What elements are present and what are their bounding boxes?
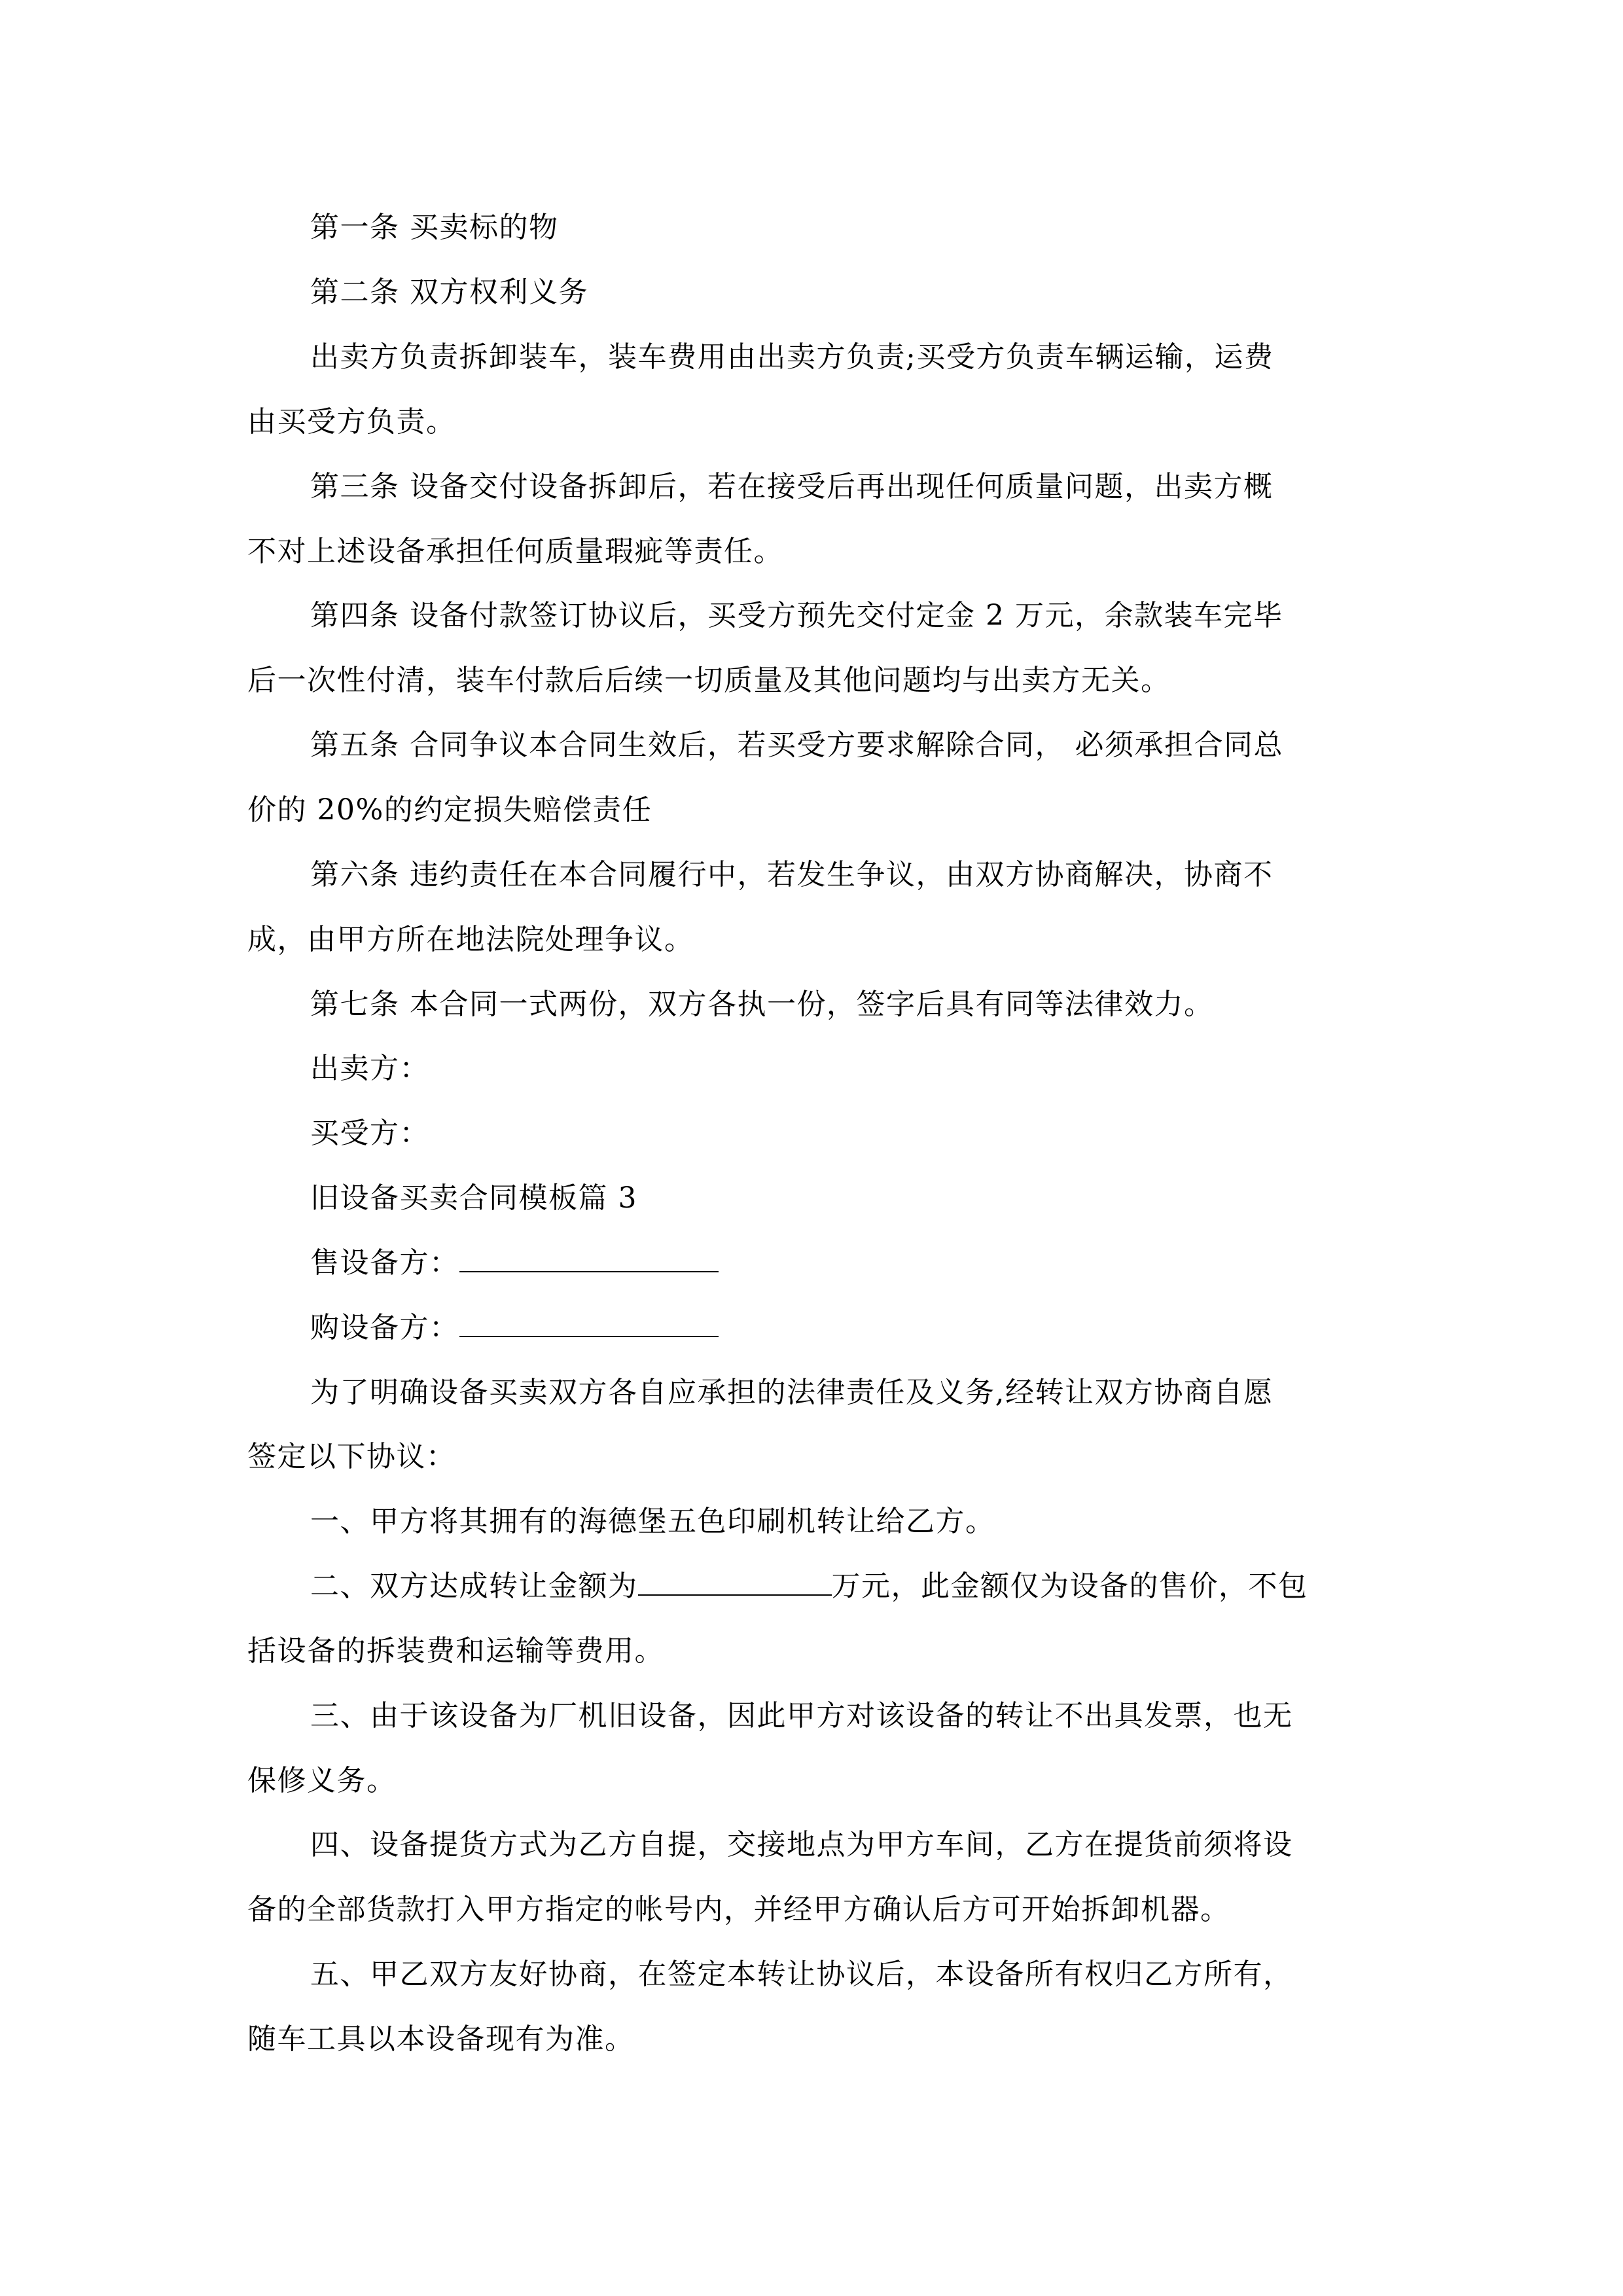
clause-4-line: 四、设备提货方式为乙方自提，交接地点为甲方车间，乙方在提货前须将设	[310, 1828, 1293, 1861]
seller-field-label: 售设备方：	[310, 1246, 459, 1280]
clause-2-text-before: 二、双方达成转让金额为	[310, 1570, 638, 1603]
paragraph-line: 由买受方负责。	[247, 405, 456, 439]
seller-signature-label: 出卖方：	[310, 1052, 429, 1085]
paragraph-line: 成，由甲方所在地法院处理争议。	[247, 923, 694, 956]
seller-blank-line	[459, 1244, 719, 1272]
paragraph-line: 备的全部货款打入甲方指定的帐号内，并经甲方确认后方可开始拆卸机器。	[247, 1893, 1230, 1926]
paragraph-line: 价的 20%的约定损失赔偿责任	[247, 793, 652, 827]
clause-2-text-after: 万元，此金额仅为设备的售价，不包	[831, 1570, 1308, 1603]
clause-5-line: 五、甲乙双方友好协商，在签定本转让协议后，本设备所有权归乙方所有，	[310, 1958, 1293, 1991]
buyer-field-label: 购设备方：	[310, 1311, 459, 1344]
paragraph-line: 不对上述设备承担任何质量瑕疵等责任。	[247, 535, 783, 568]
clause-3-line: 三、由于该设备为厂机旧设备，因此甲方对该设备的转让不出具发票，也无	[310, 1699, 1293, 1732]
article-7-line: 第七条 本合同一式两份，双方各执一份，签字后具有同等法律效力。	[310, 988, 1214, 1021]
article-4-line: 第四条 设备付款签订协议后，买受方预先交付定金 2 万元，余款装车完毕	[310, 599, 1283, 632]
article-2-heading: 第二条 双方权利义务	[310, 276, 588, 309]
buyer-signature-label: 买受方：	[310, 1117, 429, 1150]
paragraph-line: 保修义务。	[247, 1764, 397, 1797]
paragraph-line: 出卖方负责拆卸装车，装车费用由出卖方负责;买受方负责车辆运输，运费	[310, 340, 1274, 374]
paragraph-line: 签定以下协议：	[247, 1440, 456, 1473]
clause-2-line	[310, 1567, 1308, 1606]
paragraph-line: 括设备的拆装费和运输等费用。	[247, 1634, 664, 1668]
article-5-line: 第五条 合同争议本合同生效后，若买受方要求解除合同， 必须承担合同总	[310, 728, 1283, 762]
article-1-heading: 第一条 买卖标的物	[310, 211, 559, 244]
paragraph-line: 后一次性付清，装车付款后后续一切质量及其他问题均与出卖方无关。	[247, 664, 1171, 697]
section-title: 旧设备买卖合同模板篇 3	[310, 1181, 637, 1215]
paragraph-line: 随车工具以本设备现有为准。	[247, 2022, 635, 2056]
seller-field-row	[310, 1244, 719, 1283]
article-3-line: 第三条 设备交付设备拆卸后，若在接受后再出现任何质量问题，出卖方概	[310, 470, 1274, 503]
intro-line: 为了明确设备买卖双方各自应承担的法律责任及义务,经转让双方协商自愿	[310, 1376, 1274, 1409]
buyer-field-row	[310, 1308, 719, 1348]
buyer-blank-line	[459, 1308, 719, 1337]
article-6-line: 第六条 违约责任在本合同履行中，若发生争议，由双方协商解决，协商不	[310, 858, 1274, 891]
clause-1-line: 一、甲方将其拥有的海德堡五色印刷机转让给乙方。	[310, 1505, 995, 1538]
amount-blank-line	[638, 1567, 832, 1596]
